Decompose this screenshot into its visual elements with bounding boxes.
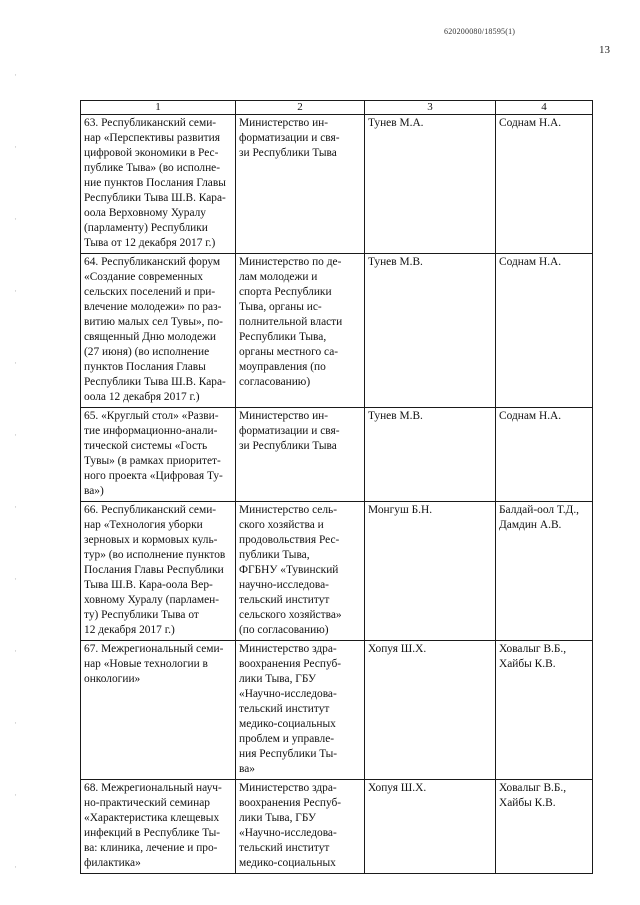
scan-mark: · bbox=[14, 142, 17, 152]
organizers-cell: Министерство ин- форматизации и свя- зи Республики Тыва bbox=[236, 408, 365, 502]
scan-mark: · bbox=[14, 286, 17, 296]
organizers-cell: Министерство по де- лам молодежи и спорта Республики Тыва, органы ис- полнительной власти Республики Тыва, органы местного са- моуправления (по согласованию) bbox=[236, 254, 365, 408]
event-cell: 65. «Круглый стол» «Разви- тие информационно-анали- тической системы «Гость Тувы» (в рамках приоритет- ного проекта «Цифровая Ту- ва») bbox=[81, 408, 236, 502]
organizers-cell: Министерство ин- форматизации и свя- зи Республики Тыва bbox=[236, 115, 365, 254]
column-header: 3 bbox=[365, 101, 496, 115]
table-row bbox=[81, 408, 593, 502]
scan-mark: · bbox=[14, 358, 17, 368]
event-cell: 68. Межрегиональный науч- но-практический семинар «Характеристика клещевых инфекций в Республике Ты- ва: клиника, лечение и про- филактика» bbox=[81, 780, 236, 874]
column-header: 2 bbox=[236, 101, 365, 115]
organizers-cell: Министерство здра- воохранения Респуб- лики Тыва, ГБУ «Научно-исследова- тельский институт медико-социальных проблем и управле- ния Республики Ты- ва» bbox=[236, 641, 365, 780]
scan-mark: · bbox=[14, 574, 17, 584]
table-header-row bbox=[81, 101, 593, 115]
scan-mark: · bbox=[14, 862, 17, 872]
responsible-cell: Тунев М.В. bbox=[365, 408, 496, 502]
scan-mark: · bbox=[14, 718, 17, 728]
curator-cell: Балдай-оол Т.Д., Дамдин А.В. bbox=[496, 502, 593, 641]
scan-mark: · bbox=[14, 646, 17, 656]
curator-cell: Соднам Н.А. bbox=[496, 115, 593, 254]
curator-cell: Ховалыг В.Б., Хайбы К.В. bbox=[496, 641, 593, 780]
table-row bbox=[81, 502, 593, 641]
events-table-container bbox=[80, 100, 592, 874]
column-header: 1 bbox=[81, 101, 236, 115]
responsible-cell: Тунев М.В. bbox=[365, 254, 496, 408]
event-cell: 67. Межрегиональный семи- нар «Новые технологии в онкологии» bbox=[81, 641, 236, 780]
responsible-cell: Хопуя Ш.Х. bbox=[365, 641, 496, 780]
table-row bbox=[81, 780, 593, 874]
organizers-cell: Министерство здра- воохранения Респуб- лики Тыва, ГБУ «Научно-исследова- тельский институт медико-социальных bbox=[236, 780, 365, 874]
curator-cell: Ховалыг В.Б., Хайбы К.В. bbox=[496, 780, 593, 874]
responsible-cell: Хопуя Ш.Х. bbox=[365, 780, 496, 874]
organizers-cell: Министерство сель- ского хозяйства и продовольствия Рес- публики Тыва, ФГБНУ «Тувинский научно-исследова- тельский институт сельского хозяйства» (по согласованию) bbox=[236, 502, 365, 641]
document-id: 620200080/18595(1) bbox=[444, 27, 516, 36]
table-row bbox=[81, 254, 593, 408]
event-cell: 63. Республиканский семи- нар «Перспективы развития цифровой экономики в Рес- публике Тыва» (во исполне- ние пунктов Послания Главы Республики Тыва Ш.В. Кара- оола Верховному Хуралу (парламенту) Республики Тыва от 12 декабря 2017 г.) bbox=[81, 115, 236, 254]
event-cell: 64. Республиканский форум «Создание современных сельских поселений и при- влечение молодежи» по раз- витию малых сел Тувы», по- священный Дню молодежи (27 июня) (во исполнение пунктов Послания Главы Республики Тыва Ш.В. Кара- оола 12 декабря 2017 г.) bbox=[81, 254, 236, 408]
curator-cell: Соднам Н.А. bbox=[496, 254, 593, 408]
curator-cell: Соднам Н.А. bbox=[496, 408, 593, 502]
event-cell: 66. Республиканский семи- нар «Технология уборки зерновых и кормовых куль- тур» (во исполнение пунктов Послания Главы Республики Тыва Ш.В. Кара-оола Вер- ховному Хуралу (парламен- ту) Республики Тыва от 12 декабря 2017 г.) bbox=[81, 502, 236, 641]
scan-mark: · bbox=[14, 790, 17, 800]
responsible-cell: Монгуш Б.Н. bbox=[365, 502, 496, 641]
scan-mark: · bbox=[14, 430, 17, 440]
scan-mark: · bbox=[14, 70, 17, 80]
scan-mark: · bbox=[14, 214, 17, 224]
responsible-cell: Тунев М.А. bbox=[365, 115, 496, 254]
table-row bbox=[81, 641, 593, 780]
page-number: 13 bbox=[599, 44, 610, 56]
scan-mark: · bbox=[14, 502, 17, 512]
column-header: 4 bbox=[496, 101, 593, 115]
table-row bbox=[81, 115, 593, 254]
events-table bbox=[80, 100, 593, 874]
